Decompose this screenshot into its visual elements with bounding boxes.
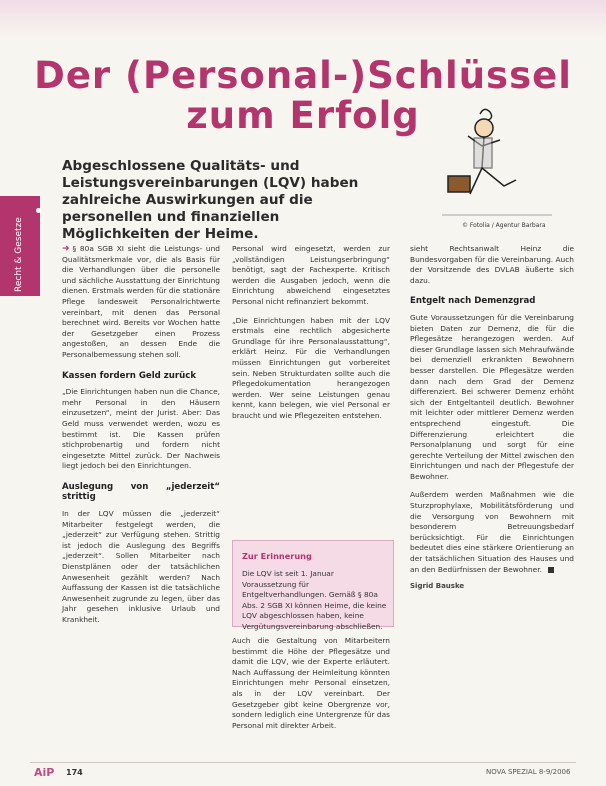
article-lead: Abgeschlossene Qualitäts- und Leistungsvereinbarungen (LQV) haben zahlreiche Auswirkungen auf die personellen und finanziellen Möglichkeiten der Heime. — [62, 158, 359, 242]
top-color-band — [0, 0, 606, 38]
section-tab-label: Recht & Gesetze — [14, 217, 24, 292]
arrow-icon: ➜ — [62, 244, 70, 254]
col1-paragraph-1: § 80a SGB XI sieht die Leistungs- und Qualitätsmerkmale vor, die als Basis für die Verhandlungen über die personelle und sächliche Ausstattung der Einrichtung dienen. Erstmals werden für die stationäre Pflege landesweit Personalrichtwerte vereinbart, mit denen das Personal berechnet wird. Bereits vor Wochen hatte der Gesetzgeber einen Prozess angestoßen, an dessen Ende die Personalbemessung stehen soll. — [62, 244, 220, 359]
column-2-lower — [232, 636, 390, 731]
col1-heading-2: Auslegung von „jederzeit“ strittig — [62, 481, 220, 503]
column-2 — [232, 244, 390, 422]
section-tab — [0, 196, 40, 296]
title-line-1: Der (Personal-)Schlüssel — [34, 54, 572, 97]
col1-heading-1: Kassen fordern Geld zurück — [62, 370, 197, 381]
issue-info: NOVA SPEZIAL 8-9/2006 — [486, 768, 571, 776]
column-3 — [410, 244, 574, 592]
magazine-logo: AiP — [34, 766, 55, 779]
page-number: 174 — [66, 768, 83, 777]
cartoon-illustration — [412, 106, 572, 226]
col2-paragraph-1: Personal wird eingesetzt, werden zur „vollständigen Leistungserbringung“ benötigt, sagt der Fachexperte. Kritisch werden die Ausgaben jedoch, wenn die Einrichtung abweichend eingesetztes Personal nicht refinanziert bekommt. — [232, 244, 390, 306]
column-1 — [62, 244, 220, 626]
footer-divider — [30, 762, 576, 763]
info-box — [232, 540, 394, 631]
title-line-2: zum Erfolg — [186, 94, 420, 137]
author-signature: Sigrid Bauske — [410, 582, 465, 591]
info-box-title: Zur Erinnerung — [242, 551, 312, 561]
end-mark-icon — [548, 567, 554, 573]
col2b-paragraph-1: Auch die Gestaltung von Mitarbeitern bestimmt die Höhe der Pflegesätze und damit die LQV, wie der Experte erläutert. Nach Auffassung der Heimleitung könnten Einrichtungen mehr Personal einsetzen, als in der LQV vereinbart. Der Gesetzgeber gibt keine Obergrenze vor, sondern lediglich eine Untergrenze für das Personal mit direkter Arbeit. — [232, 636, 390, 730]
col3-paragraph-2: Gute Voraussetzungen für die Vereinbarung bieten Daten zur Demenz, die für die Pflegesätze herangezogen werden. Auf dieser Grundlage lassen sich Mehraufwände bei demenziell erkrankten Bewohnern besser darstellen. Die Pflegesätze werden dann nach dem Grad der Demenz differenziert. Bei schwerer Demenz erhöht sich der Entgeltanteil deutlich. Bewohner mit leichter oder mittlerer Demenz werden entsprechend eingestuft. Die Differenzierung erleichtert die Personalplanung und sorgt für eine gerechte Verteilung der Mittel zwischen den Einrichtungen und nach der Pflegestufe der Bewohner. — [410, 312, 574, 481]
section-tab-dot — [36, 208, 41, 213]
col1-paragraph-3: In der LQV müssen die „jederzeit“ Mitarbeiter festgelegt werden, die „jederzeit“ zur Verfügung stehen. Strittig ist jedoch die Auslegung des Begriffs „jederzeit“. Sollen Mitarbeiter nach Dienstplänen oder der tatsächlichen Anwesenheit gezählt werden? Nach Auffassung der Kassen ist die tatsächliche Anwesenheit zugrunde zu legen, über das Jahr gesehen inklusive Urlaub und Krankheit. — [62, 509, 220, 624]
info-box-text: Die LQV ist seit 1. Januar Voraussetzung für Entgeltverhandlungen. Gemäß § 80a Abs. 2 SGB XI können Heime, die keine LQV abgeschlossen haben, keine Vergütungsvereinbarung abschließen. — [242, 569, 387, 631]
col2-paragraph-2: „Die Einrichtungen haben mit der LQV erstmals eine rechtlich abgesicherte Grundlage für ihre Personalausstattung“, erklärt Heinz. Für die Verhandlungen müssen Einrichtungen gut vorbereitet sein. Neben Strukturdaten sollte auch die Pflegedokumentation herangezogen werden. Wer seine Leistungen genau kennt, kann belegen, wie viel Personal er braucht und wie Pflegezeiten entstehen. — [232, 315, 390, 420]
col3-paragraph-1: sieht Rechtsanwalt Heinz die Bundesvorgaben für die Vereinbarung. Auch der Vorsitzende des DVLAB äußerte sich dazu. — [410, 244, 574, 285]
col3-heading-1: Entgelt nach Demenzgrad — [410, 296, 536, 307]
col1-paragraph-2: „Die Einrichtungen haben nun die Chance, mehr Personal in den Häusern einzusetzen“, meint der Jurist. Aber: Das Geld muss verwendet werden, wozu es bestimmt ist. Die Kassen prüfen stichprobenartig und fordern nicht eingesetzte Mittel zurück. Der Nachweis liegt jedoch bei den Einrichtungen. — [62, 387, 220, 471]
col3-paragraph-3: Außerdem werden Maßnahmen wie die Sturzprophylaxe, Mobilitätsförderung und die Versorgung von Bewohnern mit besonderem Betreuungsbedarf berücksichtigt. Für die Einrichtungen bedeutet dies eine stärkere Orientierung an der tatsächlichen Situation des Hauses und an den Bedürfnissen der Bewohner. — [410, 490, 574, 574]
illustration-credit: © Fotolia / Agentur Barbara — [462, 222, 546, 229]
